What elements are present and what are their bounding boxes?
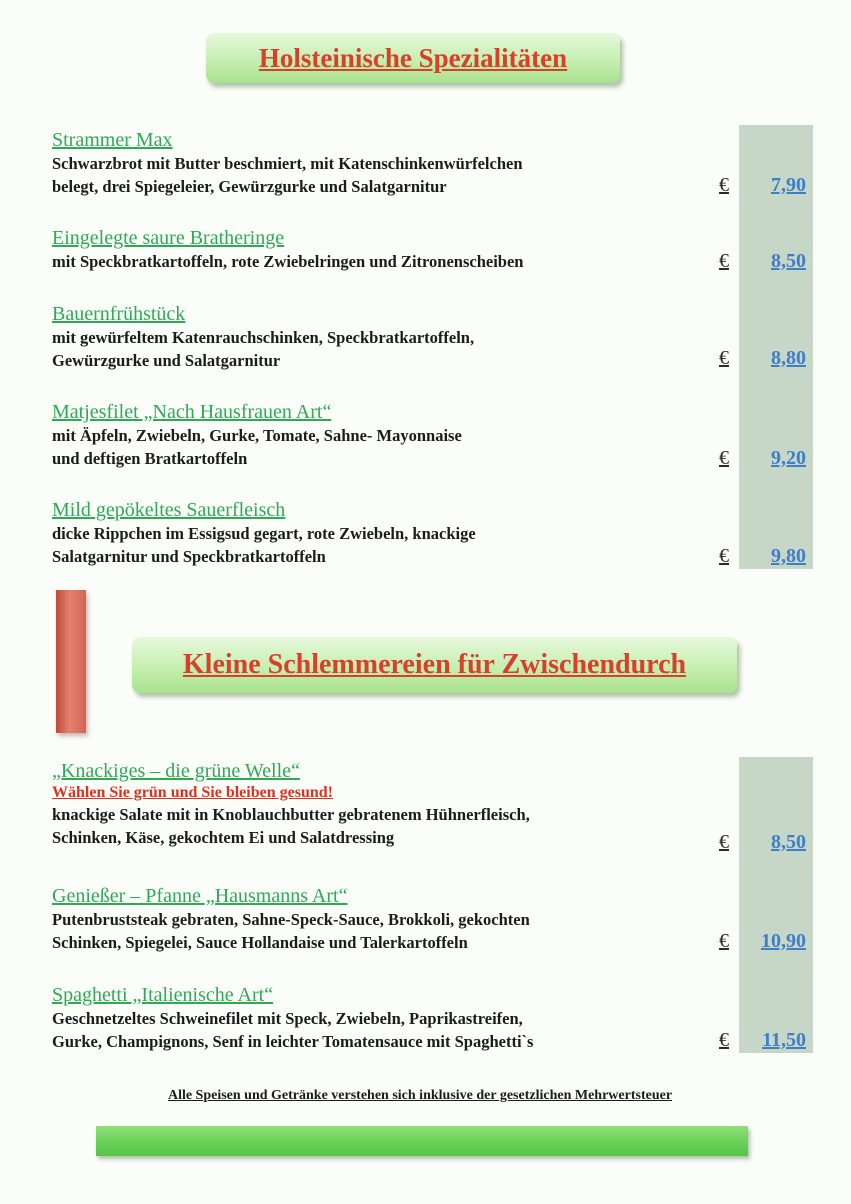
price-column-background [739,757,813,1053]
menu-item-title: Eingelegte saure Bratheringe [52,227,285,249]
menu-item [52,128,742,198]
section-title: Kleine Schlemmereien für Zwischendurch [182,649,687,680]
currency-symbol: € [719,347,729,369]
menu-item-price: 11,50 [762,1029,806,1051]
menu-item-description: Salatgarnitur und Speckbratkartoffeln [52,547,326,566]
section-title: Holsteinische Spezialitäten [258,42,568,73]
currency-symbol: € [719,930,729,952]
menu-item-description: und deftigen Bratkartoffeln [52,449,248,468]
menu-item-description: Schinken, Spiegelei, Sauce Hollandaise und Talerkartoffeln [52,933,468,952]
menu-item-description: Gewürzgurke und Salatgarnitur [52,351,281,370]
menu-item-description: dicke Rippchen im Essigsud gegart, rote Zwiebeln, knackige [52,524,476,543]
menu-item-description: mit Äpfeln, Zwiebeln, Gurke, Tomate, Sahne- Mayonnaise [52,426,462,445]
menu-item-price: 8,50 [771,250,806,272]
section-title-banner [132,637,737,693]
menu-item-price: 8,50 [771,831,806,853]
decorative-green-bar [96,1126,748,1156]
menu-item-price: 10,90 [761,930,806,952]
menu-item-title: Genießer – Pfanne „Hausmanns Art“ [52,885,348,907]
menu-item-description: belegt, drei Spiegeleier, Gewürzgurke und Salatgarnitur [52,177,447,196]
menu-item [52,498,742,568]
currency-symbol: € [719,447,729,469]
menu-item-title: Bauernfrühstück [52,303,186,325]
menu-item-description: Geschnetzeltes Schweinefilet mit Speck, Zwiebeln, Paprikastreifen, [52,1009,523,1028]
menu-item-title: „Knackiges – die grüne Welle“ [52,760,300,782]
currency-symbol: € [719,250,729,272]
menu-item-description: Schinken, Käse, gekochtem Ei und Salatdressing [52,828,395,847]
menu-item-title: Spaghetti „Italienische Art“ [52,984,274,1006]
menu-item [52,226,742,273]
currency-symbol: € [719,831,729,853]
currency-symbol: € [719,545,729,567]
menu-item-title: Mild gepökeltes Sauerfleisch [52,499,286,521]
decorative-red-bar [56,590,86,733]
menu-item [52,983,742,1053]
currency-symbol: € [719,1029,729,1051]
menu-item-description: knackige Salate mit in Knoblauchbutter gebratenem Hühnerfleisch, [52,805,530,824]
menu-item-price: 8,80 [771,347,806,369]
menu-item-title: Strammer Max [52,129,173,151]
menu-item [52,400,742,470]
menu-item-description: Gurke, Champignons, Senf in leichter Tomatensauce mit Spaghetti`s [52,1032,534,1051]
menu-item-description: Schwarzbrot mit Butter beschmiert, mit Katenschinkenwürfelchen [52,154,523,173]
menu-item-description: mit Speckbratkartoffeln, rote Zwiebelringen und Zitronenscheiben [52,252,524,271]
menu-item-title: Matjesfilet „Nach Hausfrauen Art“ [52,401,332,423]
currency-symbol: € [719,174,729,196]
menu-item-price: 9,80 [771,545,806,567]
menu-item-description: Putenbruststeak gebraten, Sahne-Speck-Sauce, Brokkoli, gekochten [52,910,530,929]
menu-item-description: mit gewürfeltem Katenrauchschinken, Speckbratkartoffeln, [52,328,475,347]
menu-item [52,759,742,849]
menu-item [52,302,742,372]
section-title-banner [206,33,620,83]
menu-item-price: 7,90 [771,174,806,196]
menu-item-price: 9,20 [771,447,806,469]
menu-item-slogan: Wählen Sie grün und Sie bleiben gesund! [52,784,333,801]
vat-note: Alle Speisen und Getränke verstehen sich inklusive der gesetzlichen Mehrwertsteuer [167,1088,673,1103]
menu-item [52,884,742,954]
